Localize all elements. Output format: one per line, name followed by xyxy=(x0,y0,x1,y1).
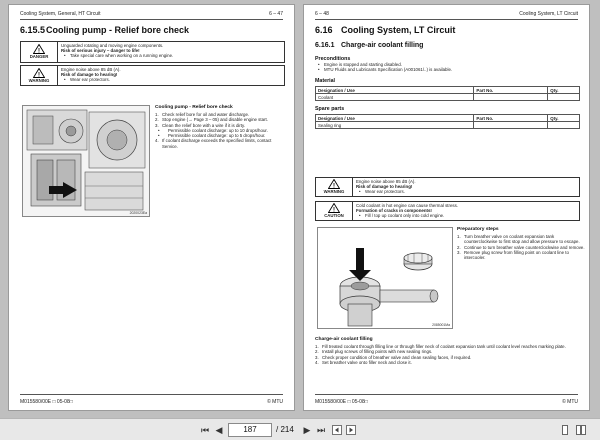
last-page-icon[interactable]: ⏭ xyxy=(316,425,326,435)
prev-page-icon[interactable]: ◀ xyxy=(215,425,223,435)
caution-label-cell xyxy=(316,202,353,220)
cooling-pump-illustration xyxy=(22,105,150,217)
subsection-heading xyxy=(315,42,423,49)
warning-notice xyxy=(20,65,285,86)
procedure-steps xyxy=(155,112,288,128)
valve-drawing xyxy=(318,228,453,329)
section-title: Cooling pump - Relief bore check xyxy=(46,25,190,35)
document-page-left xyxy=(8,4,295,411)
footer-copyright: © MTU xyxy=(562,399,578,405)
table-header-row: Designation / Use Part No. Qty. xyxy=(316,87,580,94)
spare-parts-title: Spare parts xyxy=(315,106,345,112)
section-heading xyxy=(20,25,189,35)
step-item: 2. Install plug screws of filling points with new sealing rings. xyxy=(315,349,433,355)
step-item: 4. Set breather valve onto filler neck and close it. xyxy=(315,359,412,365)
warning-label-cell xyxy=(316,178,353,196)
step-item: 3. Clean the relief bore with a wire if it is dirty. xyxy=(155,122,246,128)
header-rule xyxy=(315,19,578,20)
danger-text: Unguarded rotating and moving engine components. xyxy=(61,43,164,48)
back-icon[interactable] xyxy=(332,425,342,435)
warning-notice xyxy=(315,177,580,197)
svg-text:!: ! xyxy=(333,183,335,190)
caution-notice xyxy=(315,201,580,221)
danger-label-cell xyxy=(21,42,58,62)
header-rule xyxy=(20,19,283,20)
first-page-icon[interactable]: ⏮ xyxy=(200,425,210,435)
preconditions-title: Preconditions xyxy=(315,56,351,62)
warning-label: WARNING xyxy=(323,189,345,195)
caution-risk: Formation of cracks in components! xyxy=(356,208,432,214)
warning-risk: Risk of damage to hearing! xyxy=(356,184,413,190)
page-footer xyxy=(20,399,283,405)
step-item: 3. Remove plug screw from filling point on coolant line to intercooler. xyxy=(457,249,569,261)
subsection-title: Charge-air coolant filling xyxy=(341,42,424,49)
step-item: 2. Continue to turn breather valve counterclockwise and remove. xyxy=(457,244,585,250)
preparatory-steps-block xyxy=(457,227,587,260)
warning-text: Engine noise above 85 dB (A). xyxy=(61,67,121,72)
document-page-right xyxy=(303,4,590,411)
preconditions-block xyxy=(315,56,580,73)
preparatory-title: Preparatory steps xyxy=(457,227,499,232)
danger-risk: Risk of serious injury – danger to life! xyxy=(61,48,140,54)
danger-label: DANGER xyxy=(29,54,49,60)
table-header-row: Designation / Use Part No. Qty. xyxy=(316,115,580,122)
warning-bullet: • Wear ear protectors. xyxy=(61,77,282,82)
warning-triangle-icon xyxy=(328,179,340,189)
page-total: / 214 xyxy=(276,425,294,434)
filling-title: Charge-air coolant filling xyxy=(315,337,373,342)
table-row: Coolant xyxy=(316,94,580,101)
page-number-input[interactable]: 187 xyxy=(228,423,272,437)
subsection-number: 6.16.1 xyxy=(315,42,335,49)
table-row: Sealing ring xyxy=(316,122,580,129)
page-header xyxy=(20,11,283,17)
breather-valve-illustration xyxy=(317,227,453,329)
footer-rule xyxy=(315,394,578,395)
procedure-steps-cont xyxy=(155,138,288,149)
header-page-number: 6 – 47 xyxy=(269,11,283,17)
pump-drawing xyxy=(23,106,150,217)
header-page-number: 6 – 48 xyxy=(315,11,329,17)
precondition-item: • Engine is stopped and starting disabled. xyxy=(315,62,580,67)
footer-doc-id: M015580/00E □ 05-08□ xyxy=(20,399,73,405)
section-heading xyxy=(315,25,455,35)
header-chapter: Cooling System, General, HT Circuit xyxy=(20,11,101,17)
danger-notice xyxy=(20,41,285,63)
discharge-limit-bullet: • Permissible coolant discharge: up to 10 drops/hour. xyxy=(155,128,288,133)
warning-triangle-icon xyxy=(328,203,340,213)
caution-text: Cold coolant in hot engine can cause thermal stress. xyxy=(356,203,459,208)
forward-icon[interactable] xyxy=(346,425,356,435)
two-page-icon[interactable] xyxy=(576,425,586,435)
page-header xyxy=(315,11,578,17)
illustration-code: 2020023Ea xyxy=(129,211,147,215)
warning-bullet: • Wear ear protectors. xyxy=(356,189,577,194)
caution-label: CAUTION xyxy=(324,213,344,219)
warning-label-cell xyxy=(21,66,58,85)
next-page-icon[interactable]: ▶ xyxy=(303,425,311,435)
warning-text: Engine noise above 85 dB (A). xyxy=(356,179,416,184)
spare-parts-table xyxy=(315,114,580,129)
footer-rule xyxy=(20,394,283,395)
step-item: 3. Check proper condition of breather valve and clean sealing faces, if required. xyxy=(315,354,472,360)
header-chapter: Cooling System, LT Circuit xyxy=(519,11,578,17)
filling-steps xyxy=(315,344,583,365)
caution-bullet: • Fill / top up coolant only into cold engine. xyxy=(356,213,577,218)
section-title: Cooling System, LT Circuit xyxy=(341,25,456,35)
warning-triangle-icon xyxy=(33,68,45,78)
warning-risk: Risk of damage to hearing! xyxy=(61,72,118,78)
step-item: 4. If coolant discharge exceeds the specified limits, contact Service. xyxy=(155,138,272,149)
section-number: 6.16 xyxy=(315,25,333,35)
step-item: 1. Fill treated coolant through filling line or through filler neck of coolant expansion tank until coolant level reaches marking plate. xyxy=(315,344,566,349)
warning-triangle-icon xyxy=(33,44,45,54)
footer-doc-id: M015580/00E □ 05-08□ xyxy=(315,399,368,405)
viewer-toolbar xyxy=(0,418,600,440)
page-footer xyxy=(315,399,578,405)
procedure-title: Cooling pump - Relief bore check xyxy=(155,105,233,110)
discharge-limit-bullet: • Permissible coolant discharge: up to 5 drops/hour. xyxy=(155,133,288,138)
preparatory-steps xyxy=(457,234,587,260)
svg-text:!: ! xyxy=(38,72,40,78)
illustration-code: 2085001Ma xyxy=(432,323,450,327)
svg-text:!: ! xyxy=(333,207,335,214)
filling-block xyxy=(315,337,583,365)
danger-bullet: • Take special care when working on a running engine. xyxy=(61,53,282,58)
step-item: 2. Stop engine (→ Page 3 – 05) and disable engine start. xyxy=(155,117,268,123)
precondition-item: • MTU Fluids and Lubricants Specification (A001061/..) is available. xyxy=(315,67,580,72)
step-item: 1. Turn breather valve on coolant expansion tank counterclockwise to first stop and allow pressure to escape. xyxy=(457,234,580,245)
step-item: 1. Check relief bore for oil and water discharge. xyxy=(155,112,250,117)
material-title: Material xyxy=(315,78,336,84)
procedure-block xyxy=(155,105,288,149)
section-number: 6.15.5 xyxy=(20,25,46,35)
material-table xyxy=(315,86,580,101)
warning-label: WARNING xyxy=(28,77,50,83)
svg-text:!: ! xyxy=(38,48,40,55)
footer-copyright: © MTU xyxy=(267,399,283,405)
single-page-icon[interactable] xyxy=(560,425,570,435)
